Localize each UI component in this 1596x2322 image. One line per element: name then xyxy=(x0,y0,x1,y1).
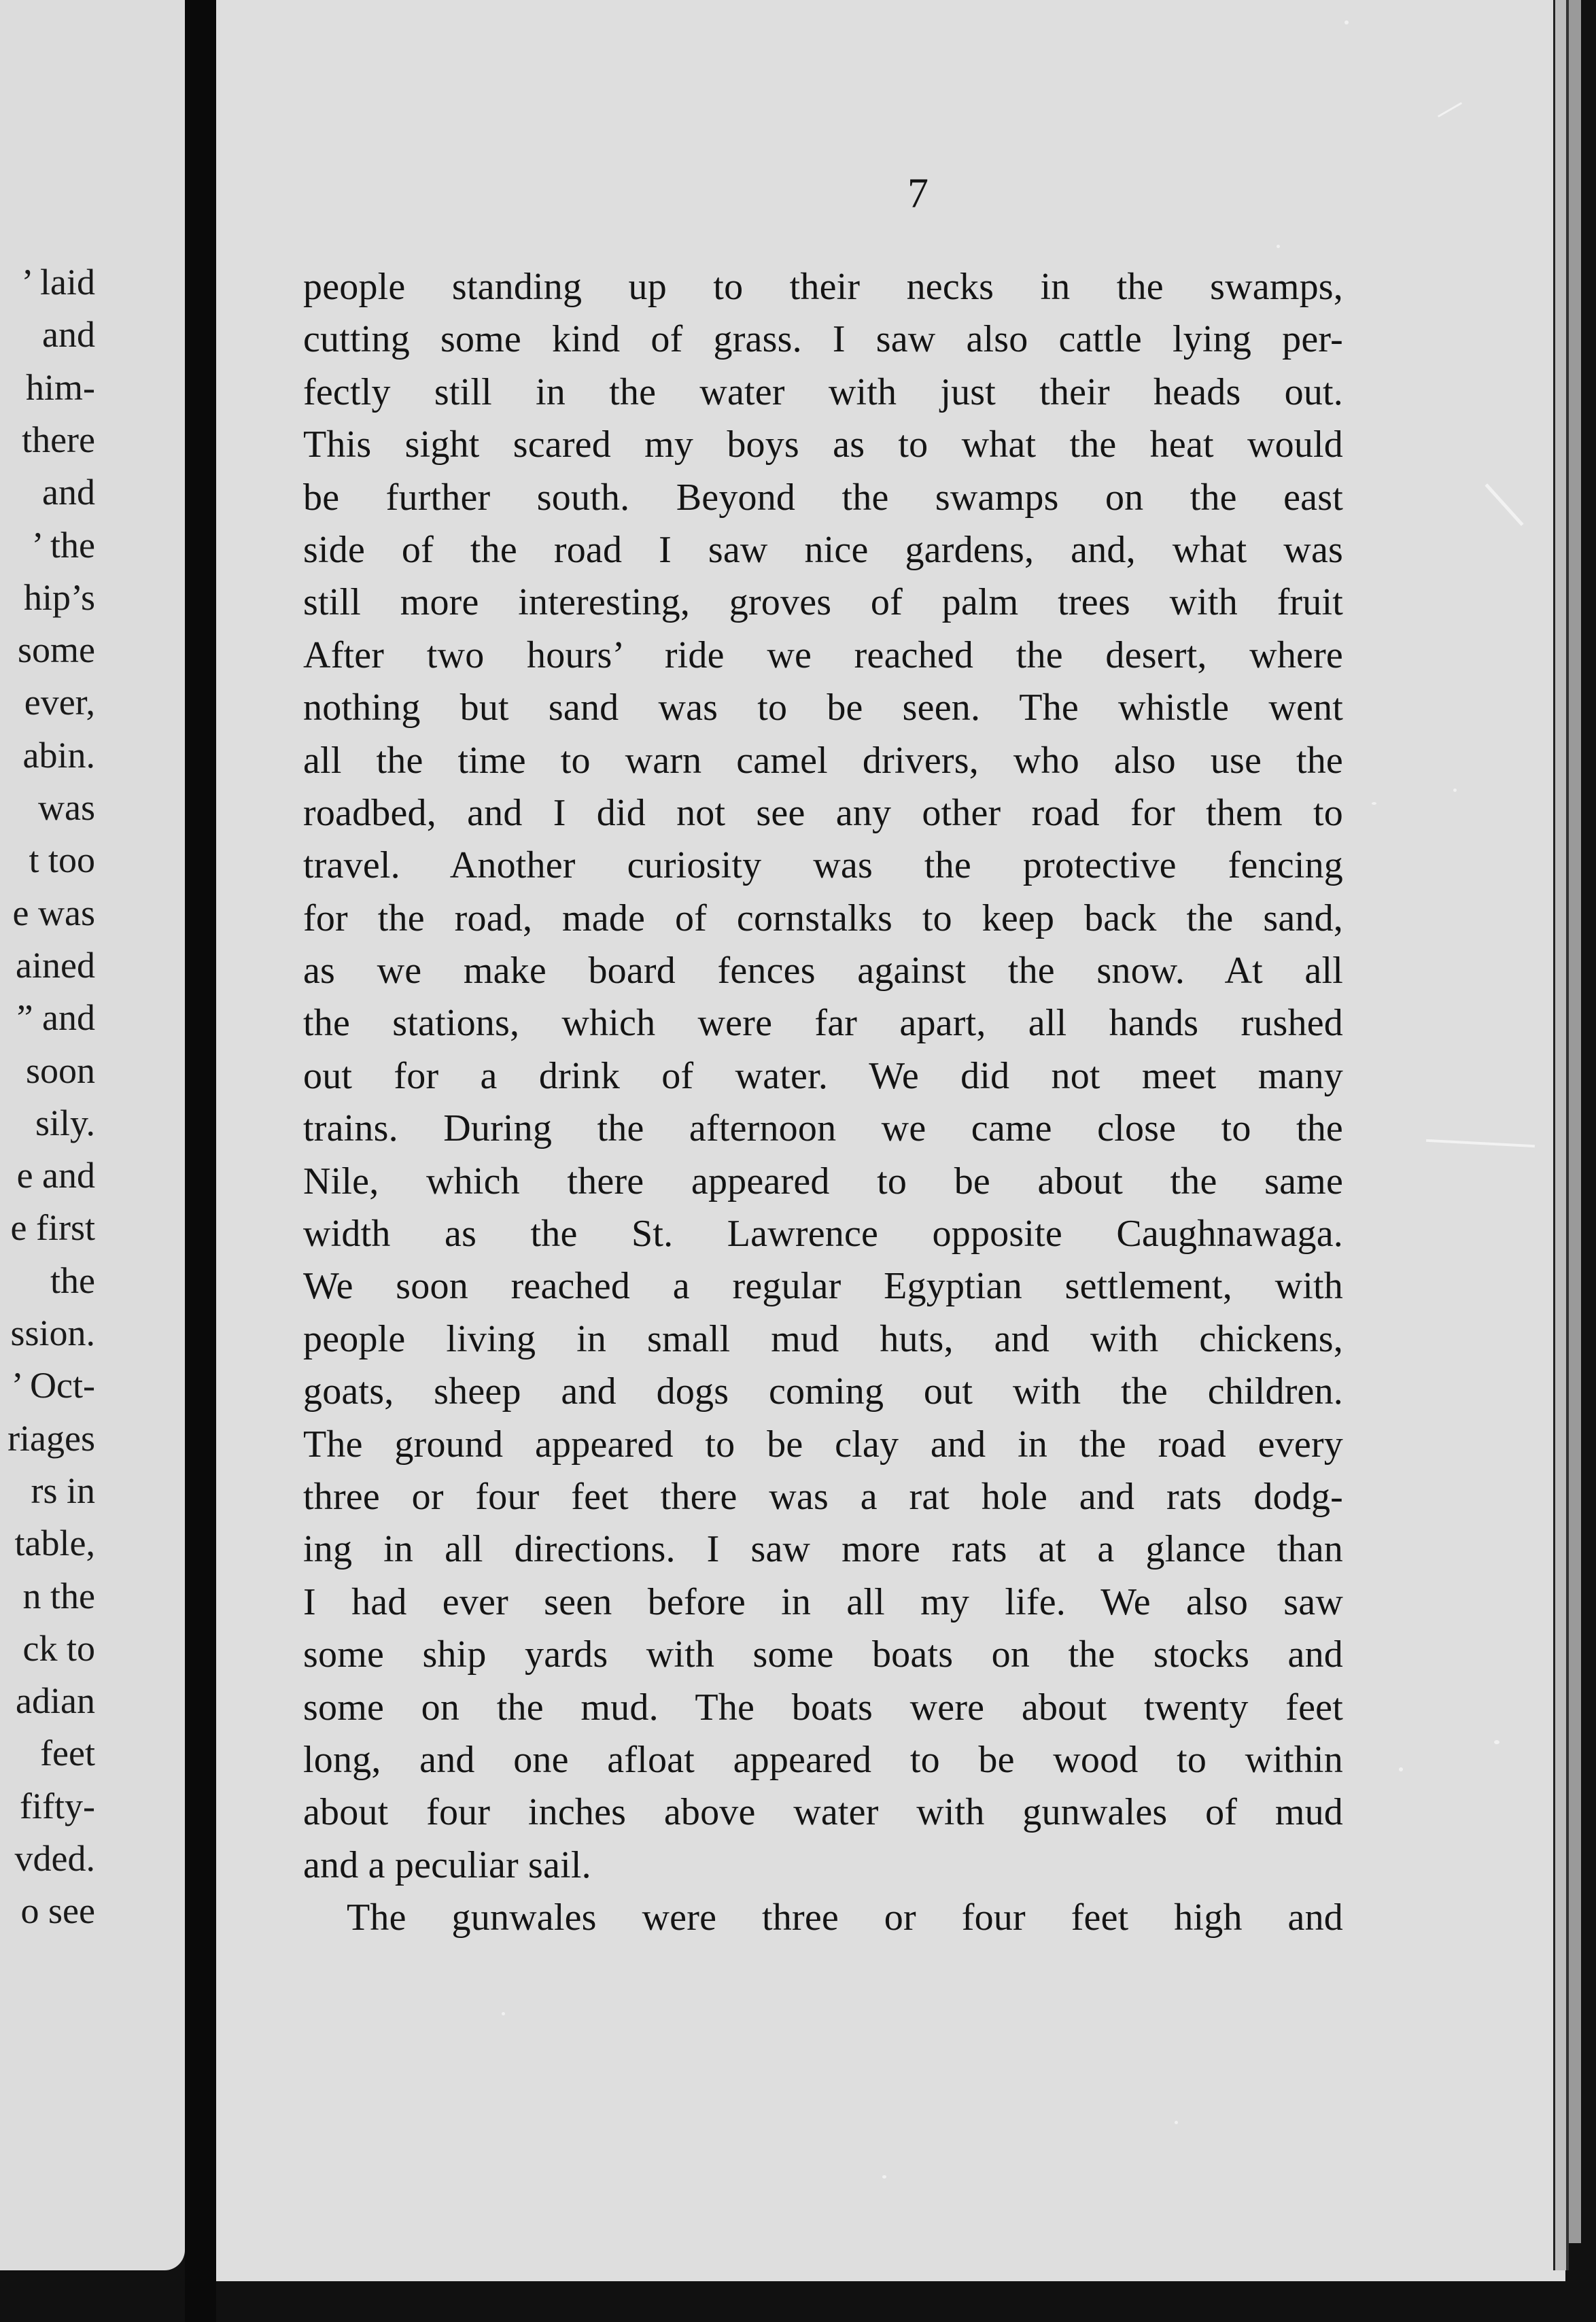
text-line: This sight scared my boys as to what the heat would xyxy=(303,423,1343,466)
left-page-line: fifty- xyxy=(20,1785,95,1826)
text-line: some on the mud. The boats were about twenty feet xyxy=(303,1686,1343,1729)
text-line: people standing up to their necks in the swamps, xyxy=(303,266,1343,308)
text-line: nothing but sand was to be seen. The whistle went xyxy=(303,687,1343,729)
left-page-line: table, xyxy=(14,1523,95,1564)
text-line: long, and one afloat appeared to be wood to within xyxy=(303,1738,1343,1781)
left-page-line: abin. xyxy=(22,734,95,776)
text-line: travel. Another curiosity was the protective fencing xyxy=(303,844,1343,887)
left-page-line: riages xyxy=(7,1417,95,1459)
text-line: side of the road I saw nice gardens, and, what was xyxy=(303,528,1343,571)
text-line: still more interesting, groves of palm trees with fruit xyxy=(303,581,1343,624)
book-gutter xyxy=(185,0,216,2322)
left-page-line: e and xyxy=(16,1155,95,1196)
scan-speck xyxy=(1494,1740,1499,1744)
scan-speck xyxy=(1277,245,1280,248)
left-page-line: sily. xyxy=(35,1102,95,1143)
left-facing-page xyxy=(0,0,185,2270)
text-line: trains. During the afternoon we came close to the xyxy=(303,1107,1343,1150)
text-line: ing in all directions. I saw more rats at a glance than xyxy=(303,1528,1343,1571)
left-page-line: and xyxy=(42,472,95,513)
left-page-line: adian xyxy=(16,1680,95,1722)
left-page-line: o see xyxy=(20,1890,95,1932)
right-page xyxy=(216,0,1565,2281)
text-line: I had ever seen before in all my life. We also saw xyxy=(303,1580,1343,1623)
text-line: some ship yards with some boats on the stocks and xyxy=(303,1633,1343,1676)
left-page-line: rs in xyxy=(31,1470,95,1511)
page-number: 7 xyxy=(907,171,929,217)
text-line: three or four feet there was a rat hole and rats dodg- xyxy=(303,1475,1343,1518)
left-page-line: the xyxy=(50,1260,95,1301)
text-line: The ground appeared to be clay and in the road every xyxy=(303,1423,1343,1466)
text-line: people living in small mud huts, and with chickens, xyxy=(303,1317,1343,1360)
page-edge xyxy=(1553,0,1569,2270)
scan-scratch xyxy=(1426,1139,1535,1147)
left-page-line: hip’s xyxy=(23,576,95,618)
left-page-line: vded. xyxy=(14,1838,95,1879)
text-line: width as the St. Lawrence opposite Caughnawaga. xyxy=(303,1213,1343,1255)
text-line: the stations, which were far apart, all hands rushed xyxy=(303,1002,1343,1045)
text-line: cutting some kind of grass. I saw also cattle lying per- xyxy=(303,318,1343,361)
left-page-line: soon xyxy=(25,1050,95,1091)
left-page-line: some xyxy=(18,629,95,671)
left-page-line: ’ Oct- xyxy=(11,1365,95,1406)
page-edge-back xyxy=(1569,0,1583,2243)
page-body-text xyxy=(303,261,1343,1945)
text-line: fectly still in the water with just their heads out. xyxy=(303,370,1343,413)
left-page-line: was xyxy=(38,787,95,828)
text-line: We soon reached a regular Egyptian settlement, with xyxy=(303,1265,1343,1308)
left-page-line: e first xyxy=(10,1207,95,1249)
left-page-line: n the xyxy=(22,1575,95,1616)
text-line: After two hours’ ride we reached the desert, where xyxy=(303,634,1343,676)
scan-speck xyxy=(882,2175,886,2179)
left-page-line: feet xyxy=(40,1733,95,1774)
scan-scratch xyxy=(1438,102,1462,118)
scan-speck xyxy=(1345,20,1349,24)
scan-speck xyxy=(1399,1767,1403,1771)
text-line: be further south. Beyond the swamps on the east xyxy=(303,476,1343,519)
text-line: about four inches above water with gunwales of mud xyxy=(303,1791,1343,1834)
scan-scratch xyxy=(1485,483,1523,526)
scan-speck xyxy=(1175,2121,1178,2124)
left-page-line: ssion. xyxy=(10,1313,95,1353)
left-page-line: ained xyxy=(16,944,95,986)
scan-bottom-shadow xyxy=(216,2281,1596,2322)
left-page-line: ” and xyxy=(16,997,95,1039)
text-line: for the road, made of cornstalks to keep back the sand, xyxy=(303,897,1343,939)
scan-speck xyxy=(502,2012,505,2015)
left-page-line: ever, xyxy=(24,682,95,723)
scan-speck xyxy=(1453,789,1457,792)
left-page-line: ck to xyxy=(22,1627,95,1669)
left-page-line: t too xyxy=(29,839,95,881)
left-page-line: e was xyxy=(12,892,95,933)
left-page-line: ’ laid xyxy=(21,262,95,302)
left-page-line: there xyxy=(22,419,95,460)
text-line: and a peculiar sail. xyxy=(303,1843,591,1886)
left-page-line: ’ the xyxy=(31,524,95,566)
left-page-line: and xyxy=(42,314,95,356)
text-line: out for a drink of water. We did not meet many xyxy=(303,1054,1343,1097)
text-line: goats, sheep and dogs coming out with the children. xyxy=(303,1370,1343,1413)
text-line: as we make board fences against the snow. At all xyxy=(303,950,1343,992)
text-line: roadbed, and I did not see any other road for them to xyxy=(303,791,1343,834)
text-line: all the time to warn camel drivers, who also use the xyxy=(303,739,1343,782)
text-line: The gunwales were three or four feet high and xyxy=(347,1896,1343,1939)
scan-speck xyxy=(1372,802,1376,805)
left-page-line: him- xyxy=(26,366,95,408)
text-line: Nile, which there appeared to be about the same xyxy=(303,1160,1343,1202)
